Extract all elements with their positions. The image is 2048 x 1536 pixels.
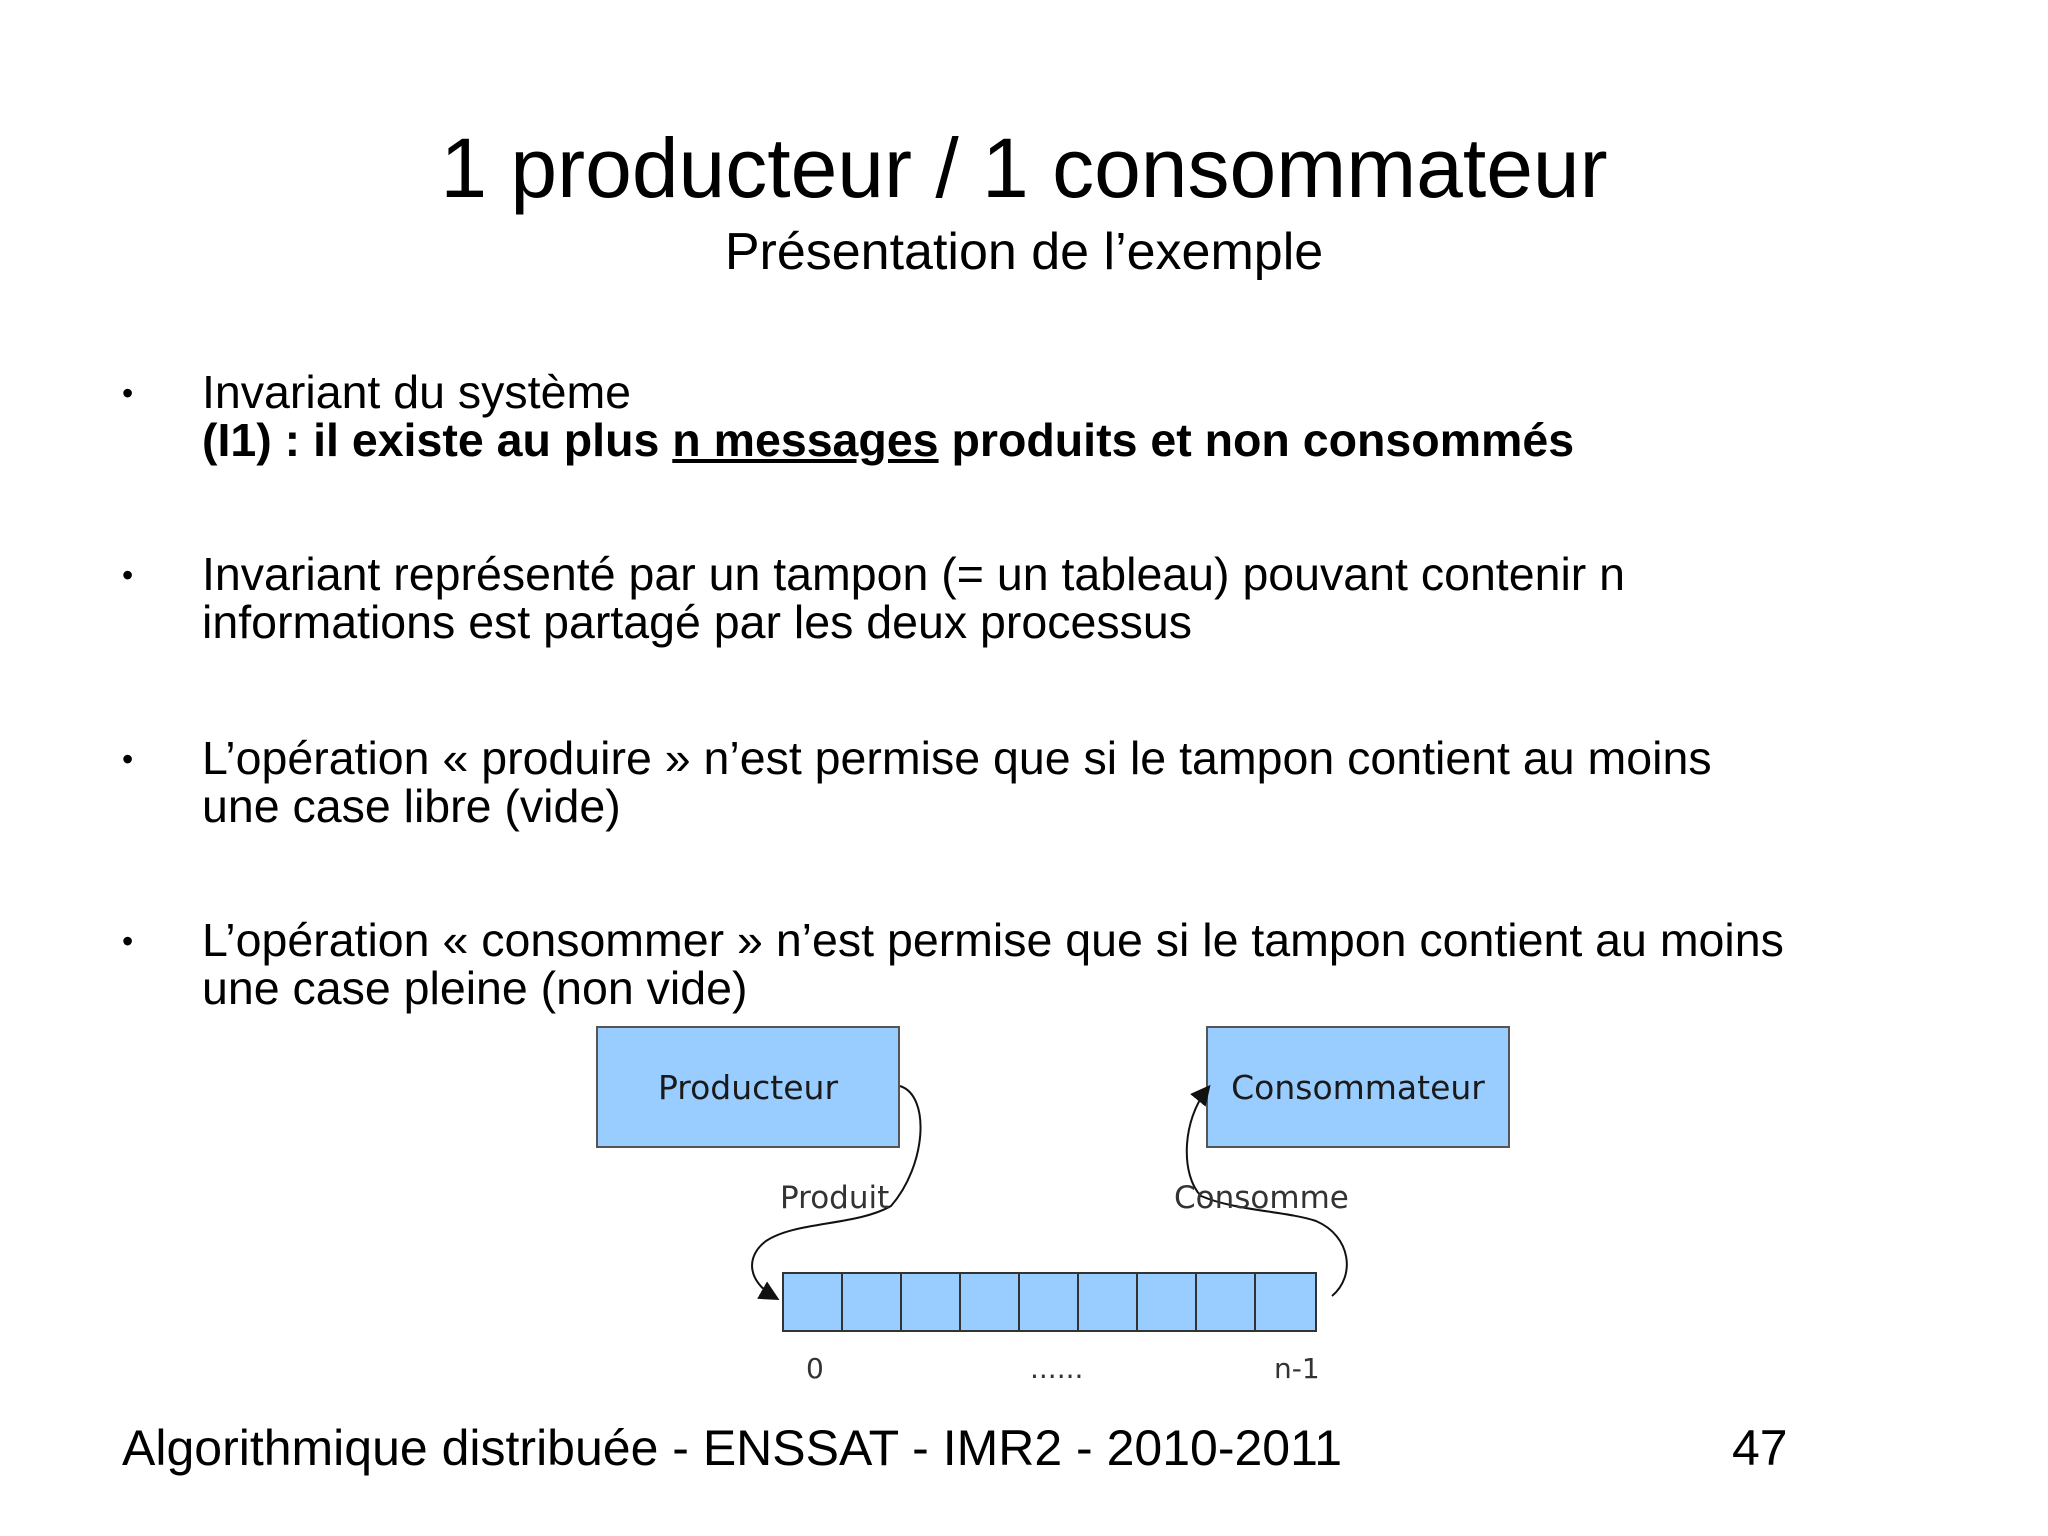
bullet-line: une case libre (vide) bbox=[202, 780, 621, 832]
invariant-prefix: (I1) : il existe au plus bbox=[202, 414, 673, 466]
bullet-line: Invariant représenté par un tampon (= un tableau) pouvant contenir n bbox=[202, 548, 1626, 600]
bullet-marker: • bbox=[122, 923, 134, 959]
consumer-label: Consommateur bbox=[1231, 1067, 1485, 1107]
bullet-marker: • bbox=[122, 741, 134, 777]
invariant-underlined: n messages bbox=[672, 414, 939, 466]
footer-course: Algorithmique distribuée - ENSSAT - IMR2 - 2010-2011 bbox=[122, 1420, 1342, 1476]
bullet-line: une case pleine (non vide) bbox=[202, 962, 748, 1014]
bullet-marker: • bbox=[122, 375, 134, 411]
buffer-index-middle: ...... bbox=[1030, 1352, 1084, 1385]
buffer-cell bbox=[843, 1274, 902, 1330]
buffer-array bbox=[782, 1272, 1317, 1332]
bullet-text bbox=[202, 368, 1574, 464]
producer-label: Producteur bbox=[657, 1067, 839, 1107]
buffer-cell bbox=[1256, 1274, 1315, 1330]
buffer-cell bbox=[1197, 1274, 1256, 1330]
producer-consumer-diagram bbox=[596, 1026, 1485, 1396]
buffer-index-first: 0 bbox=[806, 1352, 824, 1385]
buffer-cell bbox=[961, 1274, 1020, 1330]
bullet-marker: • bbox=[122, 557, 134, 593]
bullet-text bbox=[202, 550, 1625, 646]
bullet-text bbox=[202, 734, 1712, 830]
buffer-cell bbox=[1020, 1274, 1079, 1330]
slide-title: 1 producteur / 1 consommateur bbox=[440, 121, 1608, 215]
buffer-index-last: n-1 bbox=[1274, 1352, 1320, 1385]
bullet-line: informations est partagé par les deux processus bbox=[202, 596, 1192, 648]
page-number: 47 bbox=[1732, 1420, 1788, 1476]
bullet-text bbox=[202, 916, 1784, 1012]
invariant-suffix: produits et non consommés bbox=[938, 414, 1575, 466]
buffer-cell bbox=[784, 1274, 843, 1330]
bullet-line: L’opération « produire » n’est permise que si le tampon contient au moins bbox=[202, 732, 1712, 784]
produce-arrow-label: Produit bbox=[780, 1180, 890, 1216]
bullet-line: L’opération « consommer » n’est permise que si le tampon contient au moins bbox=[202, 914, 1784, 966]
buffer-cell bbox=[1079, 1274, 1138, 1330]
consume-arrow-label: Consomme bbox=[1174, 1180, 1349, 1216]
bullet-line: Invariant du système bbox=[202, 366, 632, 418]
invariant-statement bbox=[202, 416, 1574, 464]
buffer-cell bbox=[902, 1274, 961, 1330]
slide-subtitle: Présentation de l’exemple bbox=[724, 223, 1324, 281]
buffer-cell bbox=[1138, 1274, 1197, 1330]
